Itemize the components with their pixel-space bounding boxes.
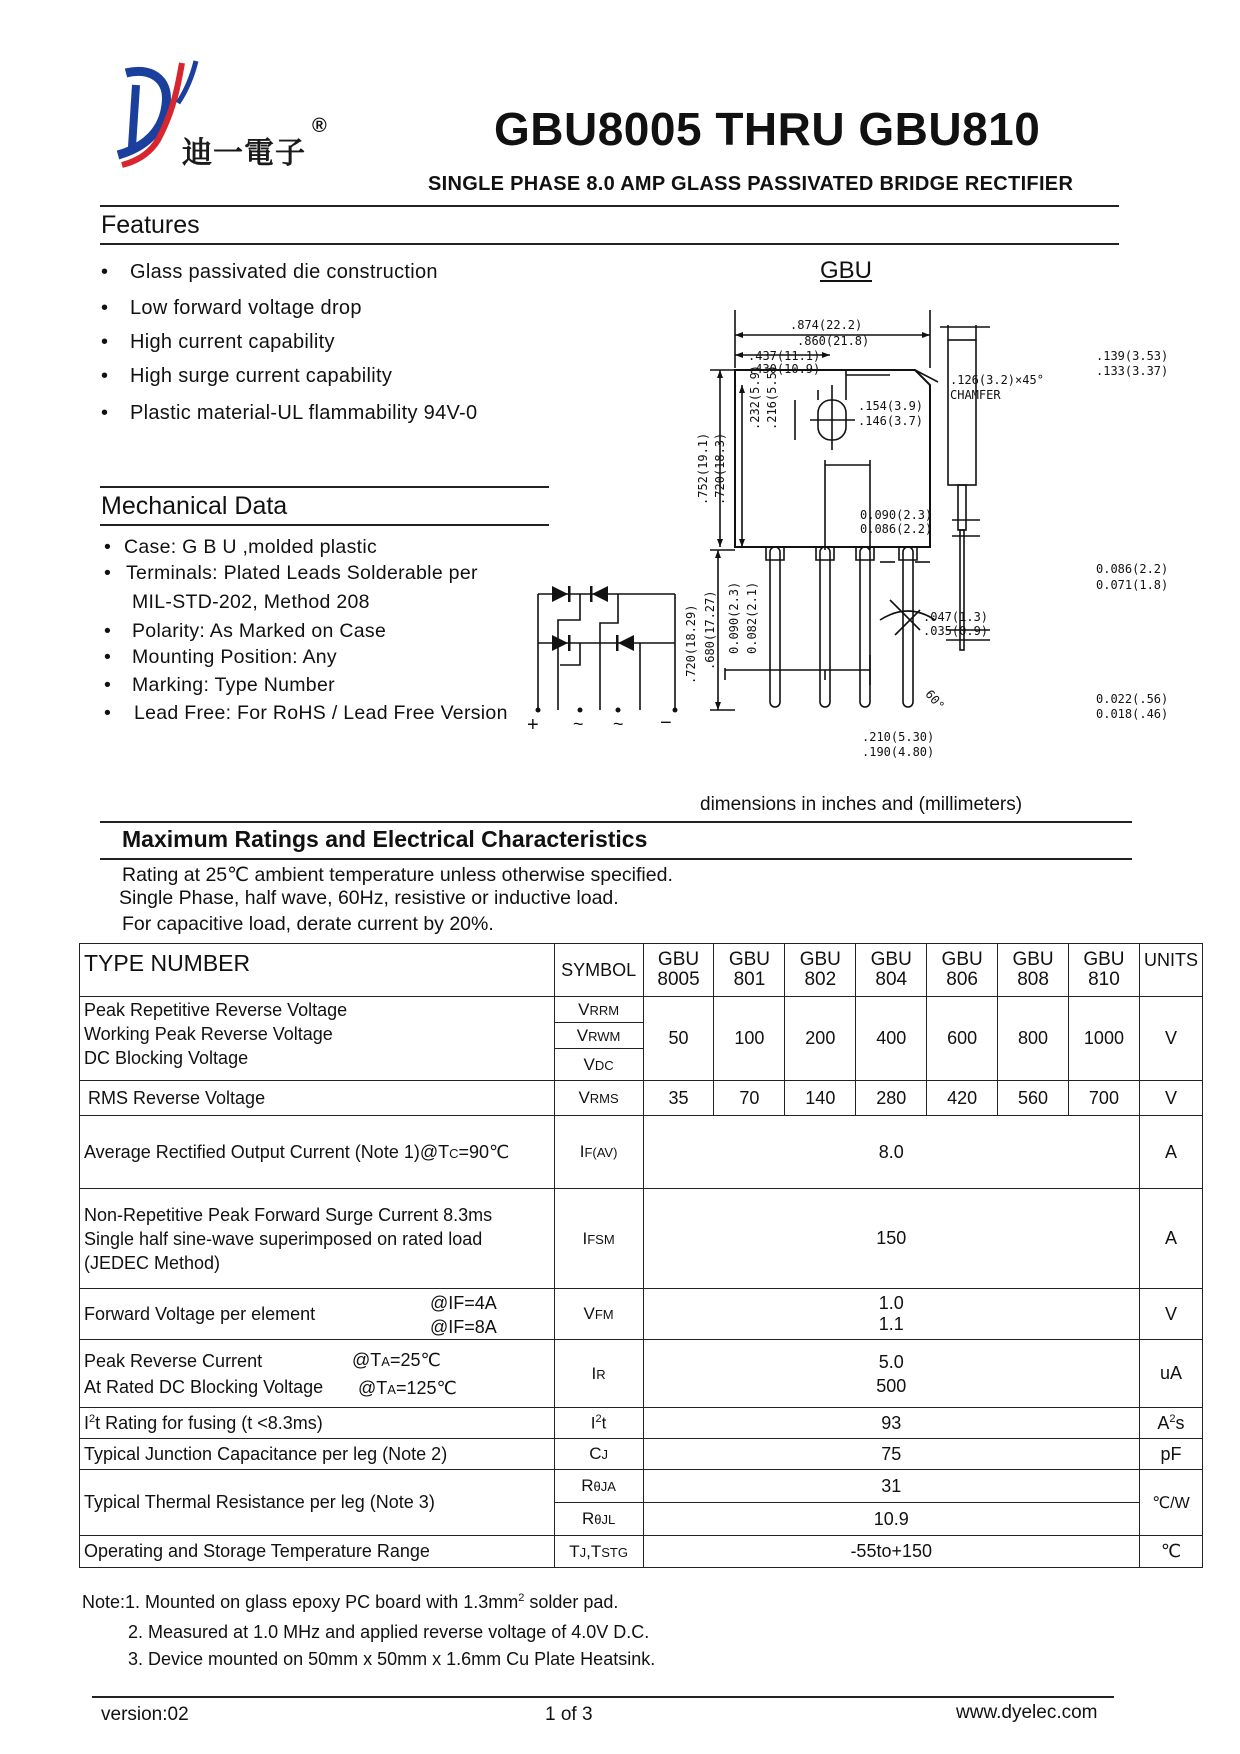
pin-plus-label: + [527, 714, 539, 736]
param-cell: Non-Repetitive Peak Forward Surge Current 8.3ms Single half sine-wave superimposed on rated load (JEDEC Method) [80, 1189, 555, 1289]
table-row [80, 1470, 1203, 1503]
unit-cell: V [1139, 1081, 1202, 1116]
value-cell: 200 [785, 997, 856, 1081]
symbol-cell: RθJL [554, 1503, 643, 1536]
symbol-cell: VRMS [554, 1081, 643, 1116]
param-cell: RMS Reverse Voltage [80, 1081, 555, 1116]
param-cell: $I^2t$ Rating for fusing (t <8.3ms) [80, 1408, 555, 1439]
website-link[interactable]: www.dyelec.com [956, 1702, 1098, 1723]
dim-label: 0.082(2.1) [745, 581, 759, 654]
list-item: • Terminals: Plated Leads Solderable per [104, 562, 478, 584]
dim-label: 0.090(2.3) [727, 581, 741, 654]
dim-label: .437(11.1) [748, 349, 821, 363]
symbol-cell: TJ,TSTG [554, 1536, 643, 1568]
list-item: • Mounting Position: Any [104, 646, 337, 668]
units-header: UNITS [1139, 944, 1202, 997]
dim-label: .720(18.3) [713, 432, 727, 505]
list-item: • Polarity: As Marked on Case [104, 620, 387, 642]
logo-text: 迪一電子 [182, 136, 306, 171]
dim-label: CHAMFER [950, 388, 1001, 402]
value-cell: 1000 [1069, 997, 1140, 1081]
unit-cell: A [1139, 1116, 1202, 1189]
dim-label: 60° [922, 687, 948, 713]
param-cell: Peak Repetitive Reverse Voltage Working Peak Reverse Voltage DC Blocking Voltage [80, 997, 555, 1081]
divider [100, 486, 549, 488]
divider [100, 243, 1119, 245]
param-cell: Typical Thermal Resistance per leg (Note 3) [80, 1470, 555, 1536]
registered-mark: ® [312, 115, 327, 137]
type-number-header: TYPE NUMBER [80, 944, 555, 997]
part-header: GBU 802 [785, 944, 856, 997]
mechanical-text: Terminals: Plated Leads Solderable per [126, 562, 478, 584]
dim-label: 0.018(.46) [1096, 707, 1169, 721]
symbol-cell: CJ [554, 1439, 643, 1470]
part-header: GBU 804 [856, 944, 927, 997]
unit-cell: V [1139, 997, 1202, 1081]
divider [100, 821, 1132, 823]
value-cell: 400 [856, 997, 927, 1081]
dim-label: 0.022(.56) [1096, 692, 1169, 706]
value-cell: 600 [927, 997, 998, 1081]
note-1: Note:1. Mounted on glass epoxy PC board with $1.3mm^2$ solder pad. [82, 1592, 619, 1612]
dim-label: .216(5.5) [765, 364, 779, 430]
table-row [80, 1289, 1203, 1340]
dim-label: .190(4.80) [862, 745, 935, 759]
part-header: GBU 801 [714, 944, 785, 997]
mechanical-text: Marking: Type Number [132, 674, 335, 696]
dim-label: 0.086(2.2) [1096, 562, 1169, 576]
unit-cell: $A^2s$ [1139, 1408, 1202, 1439]
dim-label: .720(18.29) [684, 604, 698, 684]
param-cell: Average Rectified Output Current (Note 1)@TC=90℃ [80, 1116, 555, 1189]
page-subtitle: SINGLE PHASE 8.0 AMP GLASS PASSIVATED BRIDGE RECTIFIER [428, 173, 1074, 195]
table-row [80, 1536, 1203, 1568]
symbol-header: SYMBOL [554, 944, 643, 997]
ratings-heading: Maximum Ratings and Electrical Characteristics [122, 826, 648, 852]
value-cell: 35 [643, 1081, 714, 1116]
mechanical-text: Case: G B U ,molded plastic [124, 536, 378, 558]
symbol-cell: VFM [554, 1289, 643, 1340]
symbol-cell: RθJA [554, 1470, 643, 1503]
pin-minus-label: − [660, 712, 672, 734]
value-cell: 75 [643, 1439, 1139, 1470]
value-cell: 31 [643, 1470, 1139, 1503]
table-row [80, 1408, 1203, 1439]
unit-cell: V [1139, 1289, 1202, 1340]
value-cell: 560 [998, 1081, 1069, 1116]
table-row [80, 1189, 1203, 1289]
value-cell: 280 [856, 1081, 927, 1116]
dimensions-caption: dimensions in inches and (millimeters) [700, 794, 1023, 815]
param-cell: Typical Junction Capacitance per leg (Note 2) [80, 1439, 555, 1470]
bridge-circuit-diagram [530, 580, 680, 740]
mechanical-text: Mounting Position: Any [132, 646, 337, 668]
value-cell: 140 [785, 1081, 856, 1116]
mechanical-text: MIL-STD-202, Method 208 [132, 591, 370, 613]
value-cell: 10.9 [643, 1503, 1139, 1536]
feature-text: Low forward voltage drop [130, 297, 362, 319]
symbol-cell: IFSM [554, 1189, 643, 1289]
package-name: GBU [820, 257, 873, 284]
dim-label: .146(3.7) [858, 414, 924, 428]
feature-text: Glass passivated die construction [130, 261, 438, 283]
part-header: GBU 808 [998, 944, 1069, 997]
rating-condition: Rating at 25℃ ambient temperature unless otherwise specified. [122, 864, 673, 886]
mechanical-list [104, 536, 544, 736]
value-cell: 50 [643, 997, 714, 1081]
note-3: 3. Device mounted on 50mm x 50mm x 1.6mm Cu Plate Heatsink. [128, 1649, 656, 1669]
dim-label: .035(0.9) [923, 624, 989, 638]
dim-label: .874(22.2) [790, 318, 863, 332]
dim-label: .752(19.1) [696, 432, 710, 505]
dim-label: .860(21.8) [797, 334, 870, 348]
pin-ac-label: ~ [573, 714, 584, 734]
divider [100, 858, 1132, 860]
dim-label: 0.090(2.3) [860, 508, 933, 522]
dim-label: .126(3.2)×45° [950, 373, 1044, 387]
unit-cell: ℃ [1139, 1536, 1202, 1568]
table-row [80, 1116, 1203, 1189]
dim-label: 0.086(2.2) [860, 522, 933, 536]
value-cell: 800 [998, 997, 1069, 1081]
param-cell: Forward Voltage per element @IF=4A @IF=8A [80, 1289, 555, 1340]
part-header: GBU 8005 [643, 944, 714, 997]
dim-label: .210(5.30) [862, 730, 935, 744]
feature-text: High surge current capability [130, 365, 393, 387]
ratings-table [79, 943, 1203, 1568]
note-2: 2. Measured at 1.0 MHz and applied reverse voltage of 4.0V D.C. [128, 1622, 650, 1642]
symbol-cell: $I^2t$ [554, 1408, 643, 1439]
dim-label: .232(5.9) [748, 364, 762, 430]
part-header: GBU 806 [927, 944, 998, 997]
dim-label: .139(3.53) [1096, 349, 1169, 363]
dim-label: .047(1.3) [923, 610, 989, 624]
feature-text: Plastic material-UL flammability 94V-0 [130, 402, 478, 424]
param-cell: Operating and Storage Temperature Range [80, 1536, 555, 1568]
unit-cell: A [1139, 1189, 1202, 1289]
symbol-cell: VRWM [554, 1023, 643, 1049]
dim-label: .154(3.9) [858, 399, 924, 413]
dim-label: 0.071(1.8) [1096, 578, 1169, 592]
dim-label: .133(3.37) [1096, 364, 1169, 378]
mechanical-text: Polarity: As Marked on Case [132, 620, 387, 642]
table-row [80, 997, 1203, 1023]
value-cell: 70 [714, 1081, 785, 1116]
table-header-row [80, 944, 1203, 997]
value-cell: 5.0 500 [643, 1340, 1139, 1408]
dim-label: .430(10.9) [748, 362, 821, 376]
pin-ac-label: ~ [613, 714, 624, 734]
value-cell: 100 [714, 997, 785, 1081]
rating-condition: Single Phase, half wave, 60Hz, resistive or inductive load. [119, 887, 619, 909]
symbol-cell: VRRM [554, 997, 643, 1023]
part-header: GBU 810 [1069, 944, 1140, 997]
table-row [80, 1340, 1203, 1408]
value-cell: 1.0 1.1 [643, 1289, 1139, 1340]
unit-cell: ℃/W [1139, 1470, 1202, 1536]
feature-text: High current capability [130, 331, 335, 353]
value-cell: 8.0 [643, 1116, 1139, 1189]
divider [100, 524, 549, 526]
value-cell: 420 [927, 1081, 998, 1116]
table-row [80, 1081, 1203, 1116]
version-label: version:02 [101, 1704, 189, 1725]
value-cell: 93 [643, 1408, 1139, 1439]
mechanical-text: Lead Free: For RoHS / Lead Free Version [134, 702, 508, 724]
value-cell: 700 [1069, 1081, 1140, 1116]
param-cell: Peak Reverse Current At Rated DC Blocking Voltage @TA=25℃ @TA=125℃ [80, 1340, 555, 1408]
unit-cell: uA [1139, 1340, 1202, 1408]
symbol-cell: IF(AV) [554, 1116, 643, 1189]
symbol-cell: IR [554, 1340, 643, 1408]
divider [100, 205, 1119, 207]
dim-label: .680(17.27) [703, 590, 717, 670]
table-row [80, 1439, 1203, 1470]
list-item: • Case: G B U ,molded plastic [104, 536, 378, 558]
value-cell: 150 [643, 1189, 1139, 1289]
symbol-cell: VDC [554, 1049, 643, 1081]
footer-divider [92, 1696, 1114, 1698]
rating-condition: For capacitive load, derate current by 20%. [122, 913, 494, 935]
features-heading: Features [101, 211, 200, 239]
mechanical-heading: Mechanical Data [101, 492, 288, 520]
page-title: GBU8005 THRU GBU810 [494, 103, 1041, 155]
unit-cell: pF [1139, 1439, 1202, 1470]
value-cell: -55to+150 [643, 1536, 1139, 1568]
list-item: • Lead Free: For RoHS / Lead Free Version [104, 702, 508, 724]
list-item: • Marking: Type Number [104, 674, 335, 696]
page-number: 1 of 3 [545, 1704, 593, 1725]
